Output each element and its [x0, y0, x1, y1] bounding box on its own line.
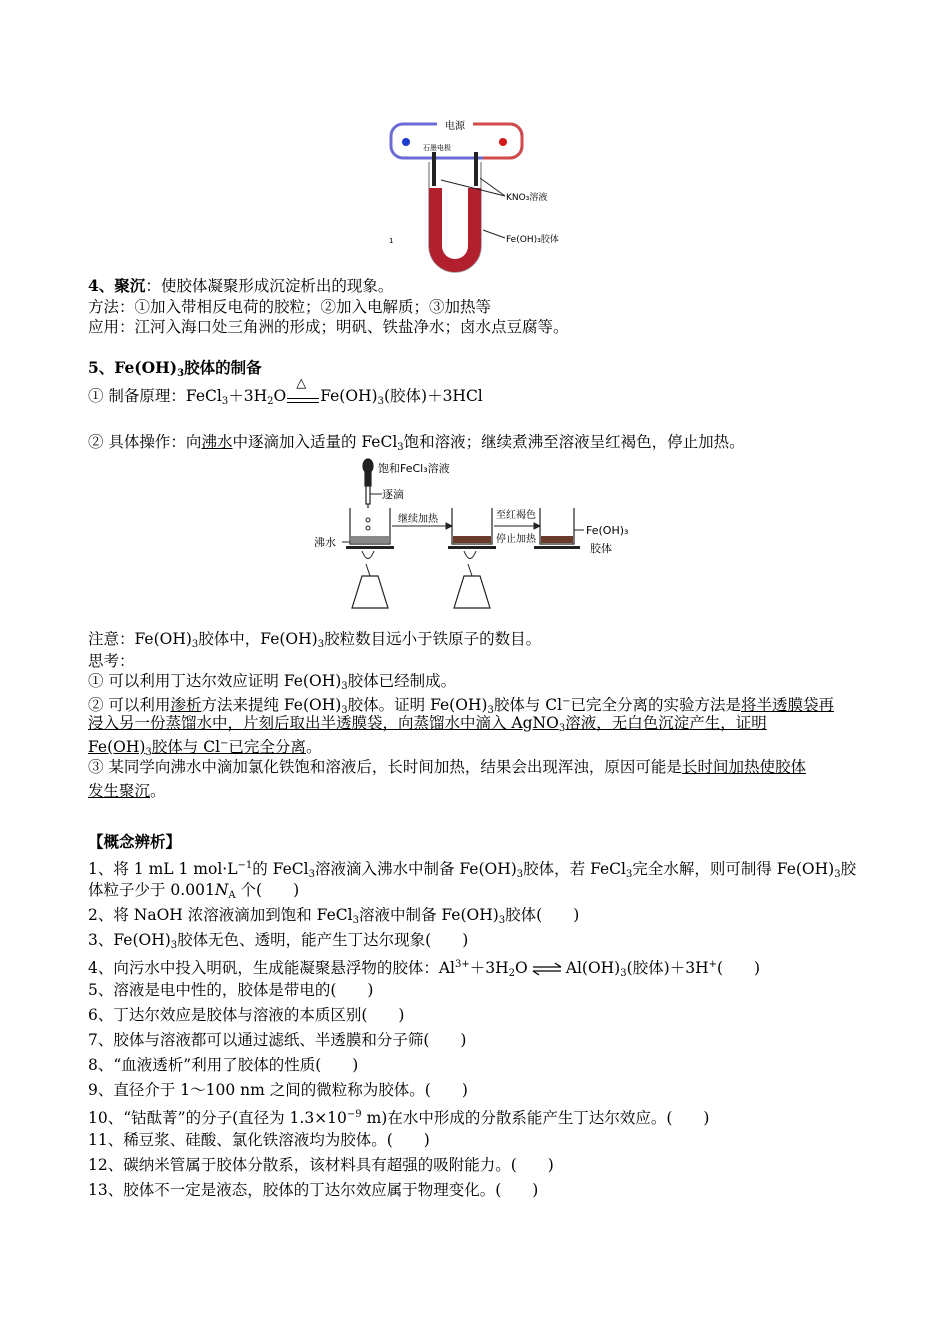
q1-sub3: 3	[625, 869, 633, 880]
think2-e: 已完全分离的实验方法是	[570, 696, 742, 714]
think2-l2-b: 溶液，无白色沉淀产生，证明	[565, 714, 767, 732]
think2-l3-sub: 3	[145, 747, 152, 758]
q4-sup1: 3+	[455, 959, 470, 970]
principle-e: (胶体)＋3HCl	[383, 387, 483, 405]
think2-l3-sup: −	[220, 738, 229, 749]
q4-c: O	[515, 959, 528, 977]
operation-c: 饱和溶液；继续煮沸至溶液呈红褐色，停止加热。	[403, 433, 745, 451]
think1-a: ① 可以利用丁达尔效应证明 Fe(OH)	[88, 672, 342, 690]
q1-l2-n: N	[214, 881, 229, 899]
question-11: 11、稀豆浆、硅酸、氯化铁溶液均为胶体。( )	[88, 1131, 430, 1149]
q3-b: 胶体无色、透明，能产生丁达尔现象( )	[177, 931, 469, 949]
product-label-b: 胶体	[590, 542, 612, 555]
note-a: 注意：Fe(OH)	[88, 630, 192, 648]
think3-underline: 长时间加热使胶体	[681, 758, 806, 776]
electrophoresis-figure	[385, 118, 575, 280]
question-12: 12、碳纳米管属于胶体分散系，该材料具有超强的吸附能力。( )	[88, 1156, 554, 1174]
think2-a: ② 可以利用	[88, 696, 171, 714]
think2-sup: −	[562, 696, 571, 707]
q10-sup: −9	[346, 1109, 362, 1120]
question-6: 6、丁达尔效应是胶体与溶液的本质区别( )	[88, 1006, 405, 1024]
operation-sub: 3	[397, 442, 404, 453]
question-7: 7、胶体与溶液都可以通过滤纸、半透膜和分子筛( )	[88, 1031, 467, 1049]
q2-a: 2、将 NaOH 浓溶液滴加到饱和 FeCl	[88, 906, 353, 924]
think-item-3-line1	[88, 757, 806, 777]
q2-sub2: 3	[498, 915, 506, 926]
note-c: 胶粒数目远小于铁原子的数目。	[324, 630, 542, 648]
section5-title-sub: 3	[177, 368, 185, 379]
question-1-line2	[88, 880, 299, 906]
operation-a: ② 具体操作：向	[88, 433, 202, 451]
think2-l2-sub: 3	[558, 723, 566, 734]
q1-f: 胶	[840, 860, 857, 878]
q1-l2-b: 个( )	[235, 881, 300, 899]
q1-sub1: 3	[308, 869, 315, 880]
q4-sub1: 2	[508, 968, 516, 979]
note-sub2: 3	[317, 639, 325, 650]
principle-sub2: 2	[267, 396, 274, 407]
section4-num: 4、	[88, 276, 115, 295]
step2-label-a: 至红褐色	[496, 510, 536, 521]
q1-c: 溶液滴入沸水中制备 Fe(OH)	[314, 860, 517, 878]
principle-sub1: 3	[221, 396, 229, 407]
operation-underline: 沸水	[201, 433, 233, 451]
operation-line	[88, 432, 745, 458]
q1-sup: −1	[237, 860, 253, 871]
question-13: 13、胶体不一定是液态，胶体的丁达尔效应属于物理变化。( )	[88, 1181, 539, 1199]
think1-b: 胶体已经制成。	[347, 672, 457, 690]
operation-b: 中逐滴加入适量的 FeCl	[232, 433, 398, 451]
think2-l3-underlined	[88, 738, 306, 756]
think2-sub1: 3	[341, 705, 348, 716]
principle-d: Fe(OH)	[320, 387, 378, 405]
q4-e: (胶体)＋3H	[626, 959, 709, 977]
reagent-label: 饱和FeCl₃溶液	[378, 462, 450, 475]
section4-title-line	[88, 276, 393, 296]
section5-title	[88, 358, 262, 384]
q1-a: 1、将 1 mL 1 mol·L	[88, 860, 238, 878]
q10-a: 10、“钴酞菁”的分子(直径为 1.3×10	[88, 1109, 347, 1127]
section5-title-a: 5、Fe(OH)	[88, 358, 178, 377]
think2-l2-a: 浸入另一份蒸馏水中，片刻后取出半透膜袋，向蒸馏水中滴入 AgNO	[88, 714, 559, 732]
preparation-figure	[312, 456, 642, 612]
q4-a: 4、向污水中投入明矾，生成能凝聚悬浮物的胶体：Al	[88, 959, 456, 977]
q4-f: ( )	[716, 959, 761, 977]
think1-sub: 3	[341, 681, 348, 692]
think2-b: 方法来提纯 Fe(OH)	[201, 696, 342, 714]
colloid-label: Fe(OH)₃胶体	[506, 235, 559, 245]
figure-mark: 1	[389, 237, 394, 245]
principle-b: ＋3H	[228, 387, 268, 405]
q4-sup2: +	[708, 959, 717, 970]
power-label: 电源	[445, 121, 465, 132]
q1-l2-sub: A	[228, 890, 236, 901]
section4-title: 聚沉	[114, 276, 146, 295]
q1-b: 的 FeCl	[252, 860, 309, 878]
q3-sub: 3	[170, 940, 178, 951]
principle-c: O	[273, 387, 287, 405]
section4-methods: 方法：①加入带相反电荷的胶粒；②加入电解质；③加热等	[88, 298, 492, 316]
colloid-fill	[429, 188, 481, 272]
q3-a: 3、Fe(OH)	[88, 931, 171, 949]
step2-label-b: 停止加热	[496, 534, 536, 545]
equals-heat-sign	[286, 376, 320, 406]
q1-e: 完全水解，则可制得 Fe(OH)	[632, 860, 835, 878]
note-b: 胶体中，Fe(OH)	[198, 630, 318, 648]
question-8: 8、“血液透析”利用了胶体的性质( )	[88, 1056, 359, 1074]
think-item-3-line2	[88, 781, 166, 801]
think3-l2-end: 。	[150, 782, 166, 800]
section4-applications: 应用：江河入海口处三角洲的形成；明矾、铁盐净水；卤水点豆腐等。	[88, 318, 569, 336]
reversible-arrow-icon	[531, 962, 563, 976]
note-sub1: 3	[191, 639, 199, 650]
product-label-a: Fe(OH)₃	[586, 524, 629, 537]
think2-c: 胶体。证明 Fe(OH)	[347, 696, 488, 714]
think3-a: ③ 某同学向沸水中滴加氯化铁饱和溶液后，长时间加热，结果会出现浑浊，原因可能是	[88, 758, 682, 776]
q1-l2-a: 体粒子少于 0.001	[88, 881, 215, 899]
q2-sub1: 3	[352, 915, 359, 926]
question-10	[88, 1105, 709, 1128]
q4-b: ＋3H	[469, 959, 509, 977]
think2-underline1: 渗析	[170, 696, 202, 714]
think-label: 思考：	[88, 652, 135, 670]
think2-sub2: 3	[487, 705, 494, 716]
drop-label: 逐滴	[382, 488, 404, 501]
section4-definition: ：使胶体凝聚形成沉淀析出的现象。	[145, 277, 394, 295]
q2-c: 胶体( )	[505, 906, 580, 924]
principle-a: ① 制备原理：FeCl	[88, 387, 222, 405]
kno3-label: KNO₃溶液	[506, 193, 548, 203]
concept-heading: 【概念辨析】	[88, 832, 182, 851]
think2-d: 胶体与 Cl	[493, 696, 563, 714]
question-9: 9、直径介于 1～100 nm 之间的微粒称为胶体。( )	[88, 1081, 468, 1099]
question-3	[88, 930, 468, 956]
negative-terminal	[402, 138, 410, 146]
think2-l3-a: Fe(OH)	[88, 738, 146, 756]
step1-label: 继续加热	[398, 514, 438, 525]
q1-sub2: 3	[516, 869, 524, 880]
electrode-label: 石墨电极	[423, 144, 451, 152]
think2-l3-c: 已完全分离	[228, 738, 306, 756]
q1-d: 胶体，若 FeCl	[523, 860, 626, 878]
q10-b: m)在水中形成的分散系能产生丁达尔效应。( )	[361, 1109, 710, 1127]
heat-delta: △	[296, 376, 307, 391]
think2-l3-end: 。	[305, 738, 322, 756]
question-5: 5、溶液是电中性的，胶体是带电的( )	[88, 981, 374, 999]
q4-sub2: 3	[620, 968, 627, 979]
section5-title-b: 胶体的制备	[184, 358, 262, 377]
note-line	[88, 629, 541, 655]
q2-b: 溶液中制备 Fe(OH)	[358, 906, 499, 924]
question-2	[88, 905, 579, 931]
think3-l2-underline: 发生聚沉	[88, 782, 151, 800]
principle-sub3: 3	[377, 396, 384, 407]
boiling-water-label: 沸水	[314, 536, 336, 549]
think2-l3-b: 胶体与 Cl	[151, 738, 221, 756]
positive-terminal	[499, 138, 507, 146]
think2-underline2: 将半透膜袋再	[741, 696, 835, 714]
principle-line	[88, 376, 483, 412]
q4-d: Al(OH)	[565, 959, 621, 977]
q1-sub4: 3	[834, 869, 841, 880]
